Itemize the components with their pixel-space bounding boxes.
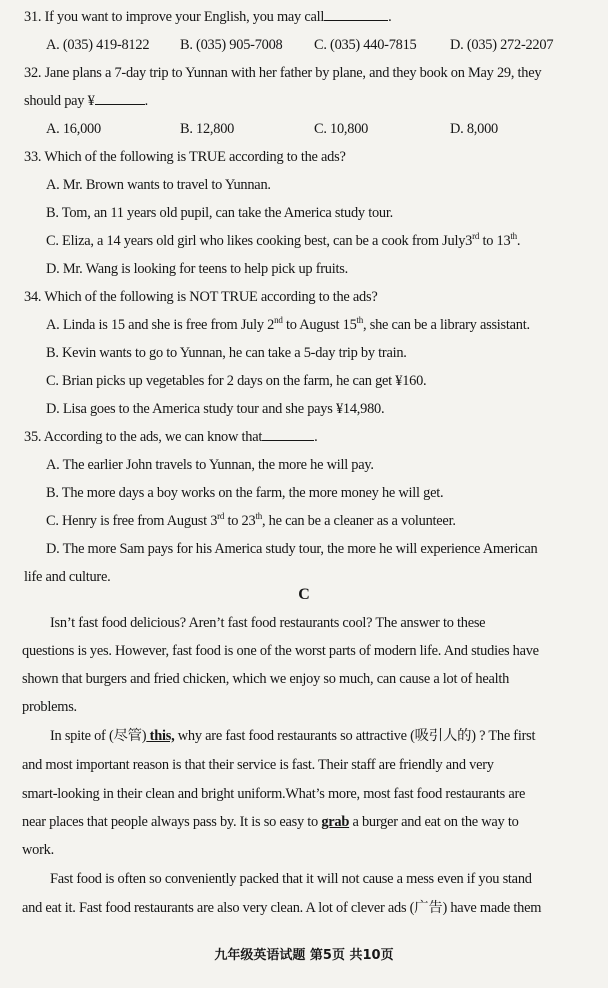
question-34-option-d: D. Lisa goes to the America study tour and she pays ¥14,980.	[46, 401, 385, 417]
passage-p2-line4	[22, 813, 519, 831]
question-35-option-b: B. The more days a boy works on the farm, the more money he will get.	[46, 485, 444, 501]
option-text: A. Linda is 15 and she is free from July 2	[46, 317, 275, 333]
page-footer: 九年级英语试题 第5页 共10页	[214, 948, 394, 963]
option-b: B. (035) 905-7008	[180, 37, 283, 53]
question-33-option-c	[46, 232, 520, 250]
question-punct: .	[314, 429, 318, 445]
question-punct: .	[144, 93, 148, 109]
question-31-stem	[24, 8, 391, 26]
passage-p1-line3: shown that burgers and fried chicken, which we enjoy so much, can cause a lot of health	[22, 671, 510, 687]
question-32-stem-line1: 32. Jane plans a 7-day trip to Yunnan with her father by plane, and they book on May 29, they	[24, 65, 542, 81]
question-32-stem-line2	[24, 92, 148, 110]
question-33-option-d: D. Mr. Wang is looking for teens to help pick up fruits.	[46, 261, 348, 277]
ordinal-suffix: rd	[472, 231, 480, 241]
answer-blank	[324, 8, 388, 21]
passage-p1-line2: questions is yes. However, fast food is one of the worst parts of modern life. And studies have	[22, 643, 539, 659]
answer-blank	[95, 92, 145, 105]
question-35-stem	[24, 428, 317, 446]
option-d: D. 8,000	[450, 121, 498, 137]
option-text: .	[516, 233, 521, 249]
option-d: D. (035) 272-2207	[450, 37, 554, 53]
option-c: C. (035) 440-7815	[314, 37, 417, 53]
passage-p1-line4: problems.	[22, 699, 77, 715]
passage-text: In spite of (尽管)	[50, 728, 147, 744]
option-text: C. Henry is free from August 3	[46, 513, 218, 529]
answer-blank	[262, 428, 314, 441]
passage-p2-line2: and most important reason is that their service is fast. Their staff are friendly and very	[22, 757, 494, 773]
passage-p1-line1: Isn’t fast food delicious? Aren’t fast food restaurants cool? The answer to these	[50, 615, 486, 631]
section-title: C	[298, 586, 310, 603]
passage-p2-line3: smart-looking in their clean and bright uniform.What’s more, most fast food restaurants are	[22, 786, 526, 802]
ordinal-suffix: th	[255, 511, 262, 521]
question-33-stem: 33. Which of the following is TRUE according to the ads?	[24, 149, 346, 165]
question-34-stem: 34. Which of the following is NOT TRUE according to the ads?	[24, 289, 378, 305]
question-34-option-b: B. Kevin wants to go to Yunnan, he can take a 5-day trip by train.	[46, 345, 407, 361]
option-text: , she can be a library assistant.	[363, 317, 530, 333]
passage-text: why are fast food restaurants so attractive (吸引人的) ? The first	[174, 728, 536, 744]
question-33-option-a: A. Mr. Brown wants to travel to Yunnan.	[46, 177, 271, 193]
passage-text: a burger and eat on the way to	[349, 814, 519, 830]
ordinal-suffix: th	[356, 315, 364, 325]
question-35-option-a: A. The earlier John travels to Yunnan, the more he will pay.	[46, 457, 374, 473]
option-text: to August 15	[282, 317, 357, 333]
option-b: B. 12,800	[180, 121, 235, 137]
ordinal-suffix: nd	[274, 315, 283, 325]
question-punct: .	[388, 9, 392, 25]
option-text: to 23	[224, 513, 256, 529]
option-c: C. 10,800	[314, 121, 369, 137]
underlined-word: this,	[146, 728, 175, 744]
question-33-option-b: B. Tom, an 11 years old pupil, can take the America study tour.	[46, 205, 393, 221]
passage-p3-line2: and eat it. Fast food restaurants are also very clean. A lot of clever ads (广告) have made them	[22, 900, 542, 916]
passage-p3-line1: Fast food is often so conveniently packed that it will not cause a mess even if you stand	[50, 871, 532, 887]
question-text: should pay ¥	[24, 93, 95, 109]
passage-p2-line1	[50, 727, 535, 745]
ordinal-suffix: th	[510, 231, 517, 241]
ordinal-suffix: rd	[217, 511, 225, 521]
passage-text: near places that people always pass by. It is so easy to	[22, 814, 322, 830]
option-text: to 13	[479, 233, 511, 249]
question-text: 31. If you want to improve your English, you may call	[24, 9, 325, 25]
option-a: A. 16,000	[46, 121, 101, 137]
question-text: 35. According to the ads, we can know that	[24, 429, 263, 445]
question-35-option-c	[46, 512, 456, 530]
question-34-option-a	[46, 316, 530, 334]
option-text: , he can be a cleaner as a volunteer.	[261, 513, 456, 529]
question-35-option-d-line2: life and culture.	[24, 569, 111, 585]
passage-p2-line5: work.	[22, 842, 54, 858]
question-35-option-d-line1: D. The more Sam pays for his America study tour, the more he will experience American	[46, 541, 538, 557]
underlined-word: grab	[321, 814, 350, 830]
option-text: C. Eliza, a 14 years old girl who likes cooking best, can be a cook from July3	[46, 233, 473, 249]
question-34-option-c: C. Brian picks up vegetables for 2 days on the farm, he can get ¥160.	[46, 373, 427, 389]
option-a: A. (035) 419-8122	[46, 37, 150, 53]
